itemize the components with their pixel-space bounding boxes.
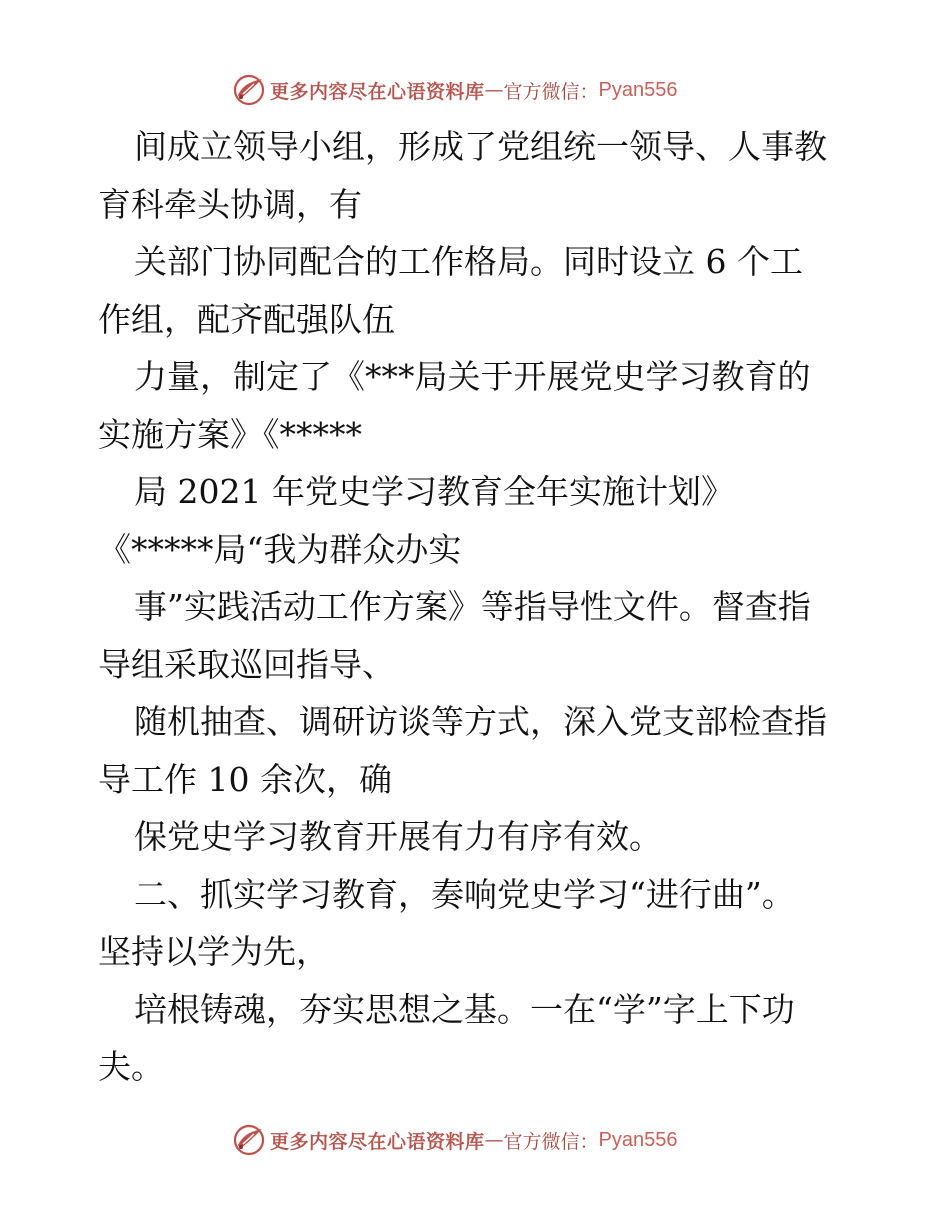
text-line: 局 2021 年党史学习教育全年实施计划》 [134,472,734,511]
header-wechat-id: Pyan556 [598,78,678,101]
text-line: 导组采取巡回指导、 [98,644,395,684]
text-line: 导工作 10 余次，确 [98,759,392,799]
footer-wechat-id: Pyan556 [598,1128,678,1151]
text-line: 《*****局“我为群众办实 [98,529,462,569]
text-line: 坚持以学为先， [98,932,329,971]
pen-nib-logo-icon [232,1123,266,1157]
header-wechat-label: 官方微信： [503,80,599,103]
text-line: 随机抽查、调研访谈等方式，深入党支部检查指 [134,702,827,741]
document-body [98,118,868,1096]
text-line: 夫。 [98,1047,164,1086]
header-brand-text: 更多内容尽在心语资料库 [270,80,485,103]
text-line: 保党史学习教育开展有力有序有效。 [134,817,662,856]
text-line: 间成立领导小组，形成了党组统一领导、人事教 [134,127,827,166]
text-line: 育科牵头协调，有 [98,184,362,224]
text-line: 实施方案》《***** [98,414,362,454]
header-separator: — [484,79,504,101]
text-line: 关部门协同配合的工作格局。同时设立 6 个工 [134,242,803,281]
footer-separator: — [484,1129,504,1151]
footer-brand-text: 更多内容尽在心语资料库 [270,1130,485,1153]
footer-banner [232,1120,678,1160]
header-banner [232,70,678,110]
footer-wechat-label: 官方微信： [503,1130,599,1153]
text-line: 培根铸魂，夯实思想之基。一在“学”字上下功 [134,989,795,1029]
section-heading-line: 二、抓实学习教育，奏响党史学习“进行曲”。 [134,874,795,914]
text-line: 力量，制定了《***局关于开展党史学习教育的 [134,357,811,396]
text-line: 作组，配齐配强队伍 [98,299,395,339]
pen-nib-logo-icon [232,73,266,107]
text-line: 事”实践活动工作方案》等指导性文件。督查指 [134,587,811,626]
